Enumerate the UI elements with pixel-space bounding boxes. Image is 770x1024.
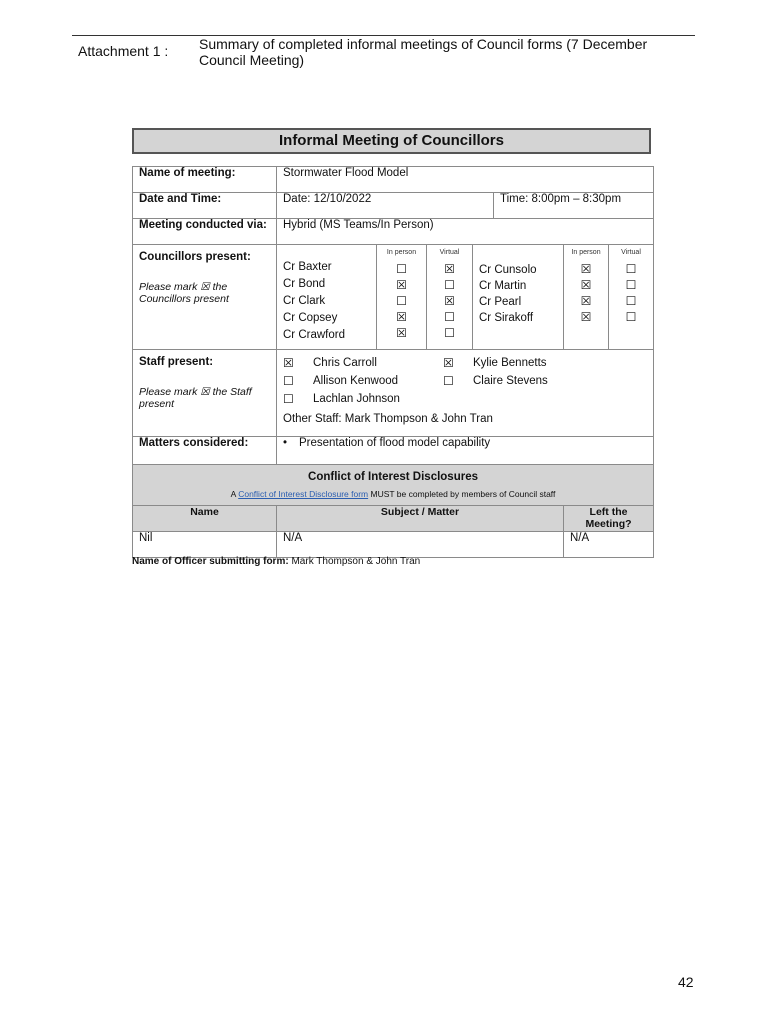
in-person-checkbox[interactable]: ☒ xyxy=(580,262,592,276)
councillor-name: Cr Copsey xyxy=(283,312,338,324)
col-in-person-header: In person xyxy=(571,249,601,256)
col-name-header: Name xyxy=(133,506,277,532)
officer-signoff xyxy=(132,556,420,567)
in-person-checkbox[interactable]: ☒ xyxy=(396,326,407,340)
in-person-checkbox[interactable]: ☒ xyxy=(580,278,592,292)
col-virtual-header: Virtual xyxy=(439,249,460,256)
councillors-left-names xyxy=(277,245,377,350)
time-value: Time: 8:00pm – 8:30pm xyxy=(494,193,654,219)
councillors-label: Councillors present: xyxy=(139,251,251,263)
councillor-name: Cr Crawford xyxy=(283,329,345,341)
virtual-checkbox[interactable]: ☒ xyxy=(444,262,455,276)
staff-name: Chris Carroll xyxy=(313,357,377,369)
virtual-checkbox[interactable]: ☐ xyxy=(625,294,637,308)
virtual-checkbox[interactable]: ☐ xyxy=(444,326,455,340)
councillors-right-names xyxy=(473,245,564,350)
in-person-checkbox[interactable]: ☐ xyxy=(396,262,407,276)
conducted-via-label: Meeting conducted via: xyxy=(133,219,277,245)
row-matters xyxy=(133,437,654,465)
staff-label: Staff present: xyxy=(139,356,214,368)
meeting-form-table xyxy=(132,166,654,558)
virtual-checkbox[interactable]: ☐ xyxy=(625,278,637,292)
table-row xyxy=(133,532,654,558)
conflict-header-cell xyxy=(133,465,654,506)
meeting-name-value: Stormwater Flood Model xyxy=(277,167,654,193)
councillors-right-inperson xyxy=(564,245,609,350)
staff-checkbox[interactable]: ☐ xyxy=(443,374,454,388)
row-date-time xyxy=(133,193,654,219)
col-subject-header: Subject / Matter xyxy=(277,506,564,532)
virtual-checkbox[interactable]: ☒ xyxy=(444,294,455,308)
staff-name: Kylie Bennetts xyxy=(473,357,547,369)
matters-value: Presentation of flood model capability xyxy=(299,437,491,449)
row-staff xyxy=(133,350,654,437)
officer-value: Mark Thompson & John Tran xyxy=(291,556,421,567)
other-staff: Other Staff: Mark Thompson & John Tran xyxy=(283,413,493,425)
meeting-name-label: Name of meeting: xyxy=(133,167,277,193)
councillor-name: Cr Sirakoff xyxy=(479,312,534,324)
conflict-form-link[interactable]: Conflict of Interest Disclosure form xyxy=(238,489,369,499)
staff-name: Claire Stevens xyxy=(473,375,548,387)
conflict-suffix: MUST be completed by members of Council staff xyxy=(370,489,556,499)
staff-checkbox[interactable]: ☐ xyxy=(283,392,294,406)
councillors-label-cell xyxy=(133,245,277,350)
conflict-title: Conflict of Interest Disclosures xyxy=(308,471,478,483)
staff-checkbox[interactable]: ☐ xyxy=(283,374,294,388)
date-value: Date: 12/10/2022 xyxy=(277,193,494,219)
conflict-name-cell: Nil xyxy=(133,532,277,558)
row-conflict-columns xyxy=(133,506,654,532)
councillors-left-virtual xyxy=(427,245,473,350)
virtual-checkbox[interactable]: ☐ xyxy=(444,310,455,324)
staff-checkbox[interactable]: ☒ xyxy=(443,356,454,370)
conflict-prefix: A xyxy=(230,489,236,499)
virtual-checkbox[interactable]: ☐ xyxy=(625,262,637,276)
virtual-checkbox[interactable]: ☐ xyxy=(625,310,637,324)
in-person-checkbox[interactable]: ☒ xyxy=(580,294,592,308)
row-conflict-header xyxy=(133,465,654,506)
col-left-header: Left the Meeting? xyxy=(564,506,654,532)
officer-label: Name of Officer submitting form: xyxy=(132,556,289,567)
row-meeting-name xyxy=(133,167,654,193)
staff-name: Lachlan Johnson xyxy=(313,393,400,405)
councillor-name: Cr Clark xyxy=(283,295,326,307)
staff-list xyxy=(277,350,654,437)
staff-label-cell xyxy=(133,350,277,437)
row-councillors xyxy=(133,245,654,350)
conflict-instruction xyxy=(139,483,647,499)
conducted-via-value: Hybrid (MS Teams/In Person) xyxy=(277,219,654,245)
councillor-name: Cr Martin xyxy=(479,280,527,292)
councillor-name: Cr Pearl xyxy=(479,296,522,308)
matters-label: Matters considered: xyxy=(133,437,277,465)
staff-checkbox[interactable]: ☒ xyxy=(283,356,294,370)
virtual-checkbox[interactable]: ☐ xyxy=(444,278,455,292)
in-person-checkbox[interactable]: ☐ xyxy=(396,294,407,308)
councillor-name: Cr Cunsolo xyxy=(479,264,537,276)
staff-name: Allison Kenwood xyxy=(313,375,399,387)
bullet-icon: • xyxy=(283,437,288,449)
form-title: Informal Meeting of Councillors xyxy=(132,128,651,154)
councillors-left-inperson xyxy=(377,245,427,350)
councillor-name: Cr Bond xyxy=(283,278,326,290)
in-person-checkbox[interactable]: ☒ xyxy=(580,310,592,324)
staff-note: Please mark ☒ the Staff present xyxy=(139,386,252,410)
conflict-subject-cell: N/A xyxy=(277,532,564,558)
conflict-left-cell: N/A xyxy=(564,532,654,558)
in-person-checkbox[interactable]: ☒ xyxy=(396,310,407,324)
councillors-right-virtual xyxy=(609,245,654,350)
date-time-label: Date and Time: xyxy=(133,193,277,219)
row-conducted-via xyxy=(133,219,654,245)
councillor-name: Cr Baxter xyxy=(283,261,332,273)
councillors-note: Please mark ☒ the Councillors present xyxy=(139,281,229,305)
in-person-checkbox[interactable]: ☒ xyxy=(396,278,407,292)
attachment-label: Attachment 1 : xyxy=(78,43,169,59)
col-in-person-header: In person xyxy=(386,249,417,256)
matters-value-cell xyxy=(277,437,654,465)
page-number: 42 xyxy=(678,974,694,990)
col-virtual-header: Virtual xyxy=(621,249,641,256)
attachment-summary: Summary of completed informal meetings of Council forms (7 December Council Meeting) xyxy=(199,36,648,68)
